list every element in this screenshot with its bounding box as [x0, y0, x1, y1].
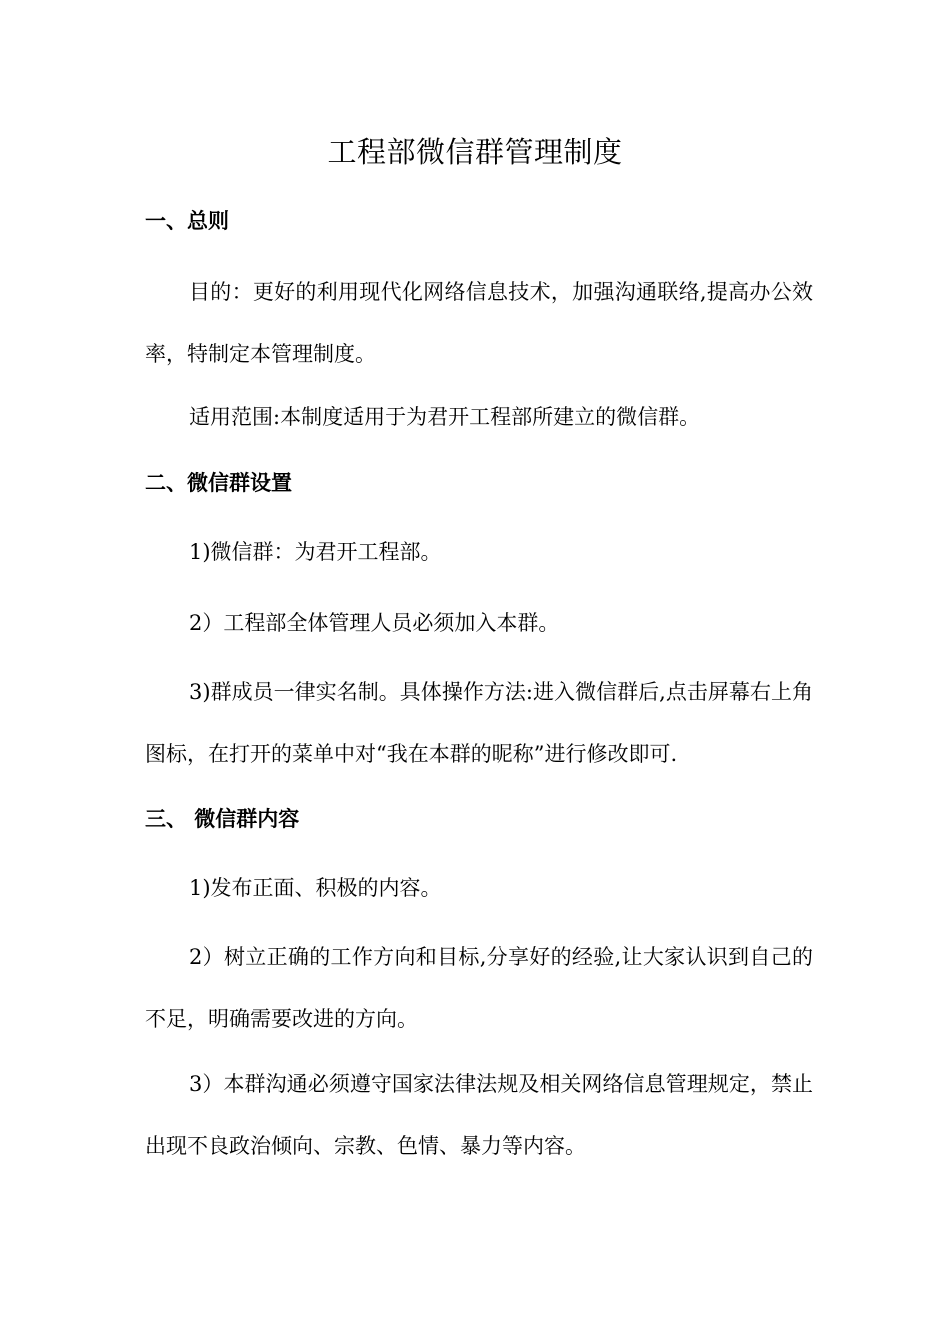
document-title: 工程部微信群管理制度 [327, 135, 623, 169]
paragraph-membership: 2）工程部全体管理人员必须加入本群。 [189, 611, 560, 635]
paragraph-scope: 适用范围:本制度适用于为君开工程部所建立的微信群。 [189, 405, 701, 429]
section-heading-general: 一、总则 [145, 209, 229, 233]
paragraph-group-name: 1)微信群：为君开工程部。 [189, 540, 442, 564]
paragraph-real-name: 3)群成员一律实名制。具体操作方法:进入微信群后,点击屏幕右上角图标，在打开的菜单中对“我在本群的昵称”进行修改即可. [145, 680, 813, 766]
section-heading-group-content: 三、 微信群内容 [145, 807, 300, 831]
paragraph-positive-content: 1)发布正面、积极的内容。 [189, 876, 442, 900]
paragraph-legal-compliance: 3）本群沟通必须遵守国家法律法规及相关网络信息管理规定，禁止出现不良政治倾向、宗教、色情、暴力等内容。 [145, 1072, 813, 1158]
section-heading-group-settings: 二、微信群设置 [145, 471, 292, 495]
paragraph-direction-goals: 2）树立正确的工作方向和目标,分享好的经验,让大家认识到自己的不足，明确需要改进的方向。 [145, 945, 813, 1031]
paragraph-purpose: 目的：更好的利用现代化网络信息技术，加强沟通联络,提高办公效率，特制定本管理制度。 [145, 280, 813, 366]
